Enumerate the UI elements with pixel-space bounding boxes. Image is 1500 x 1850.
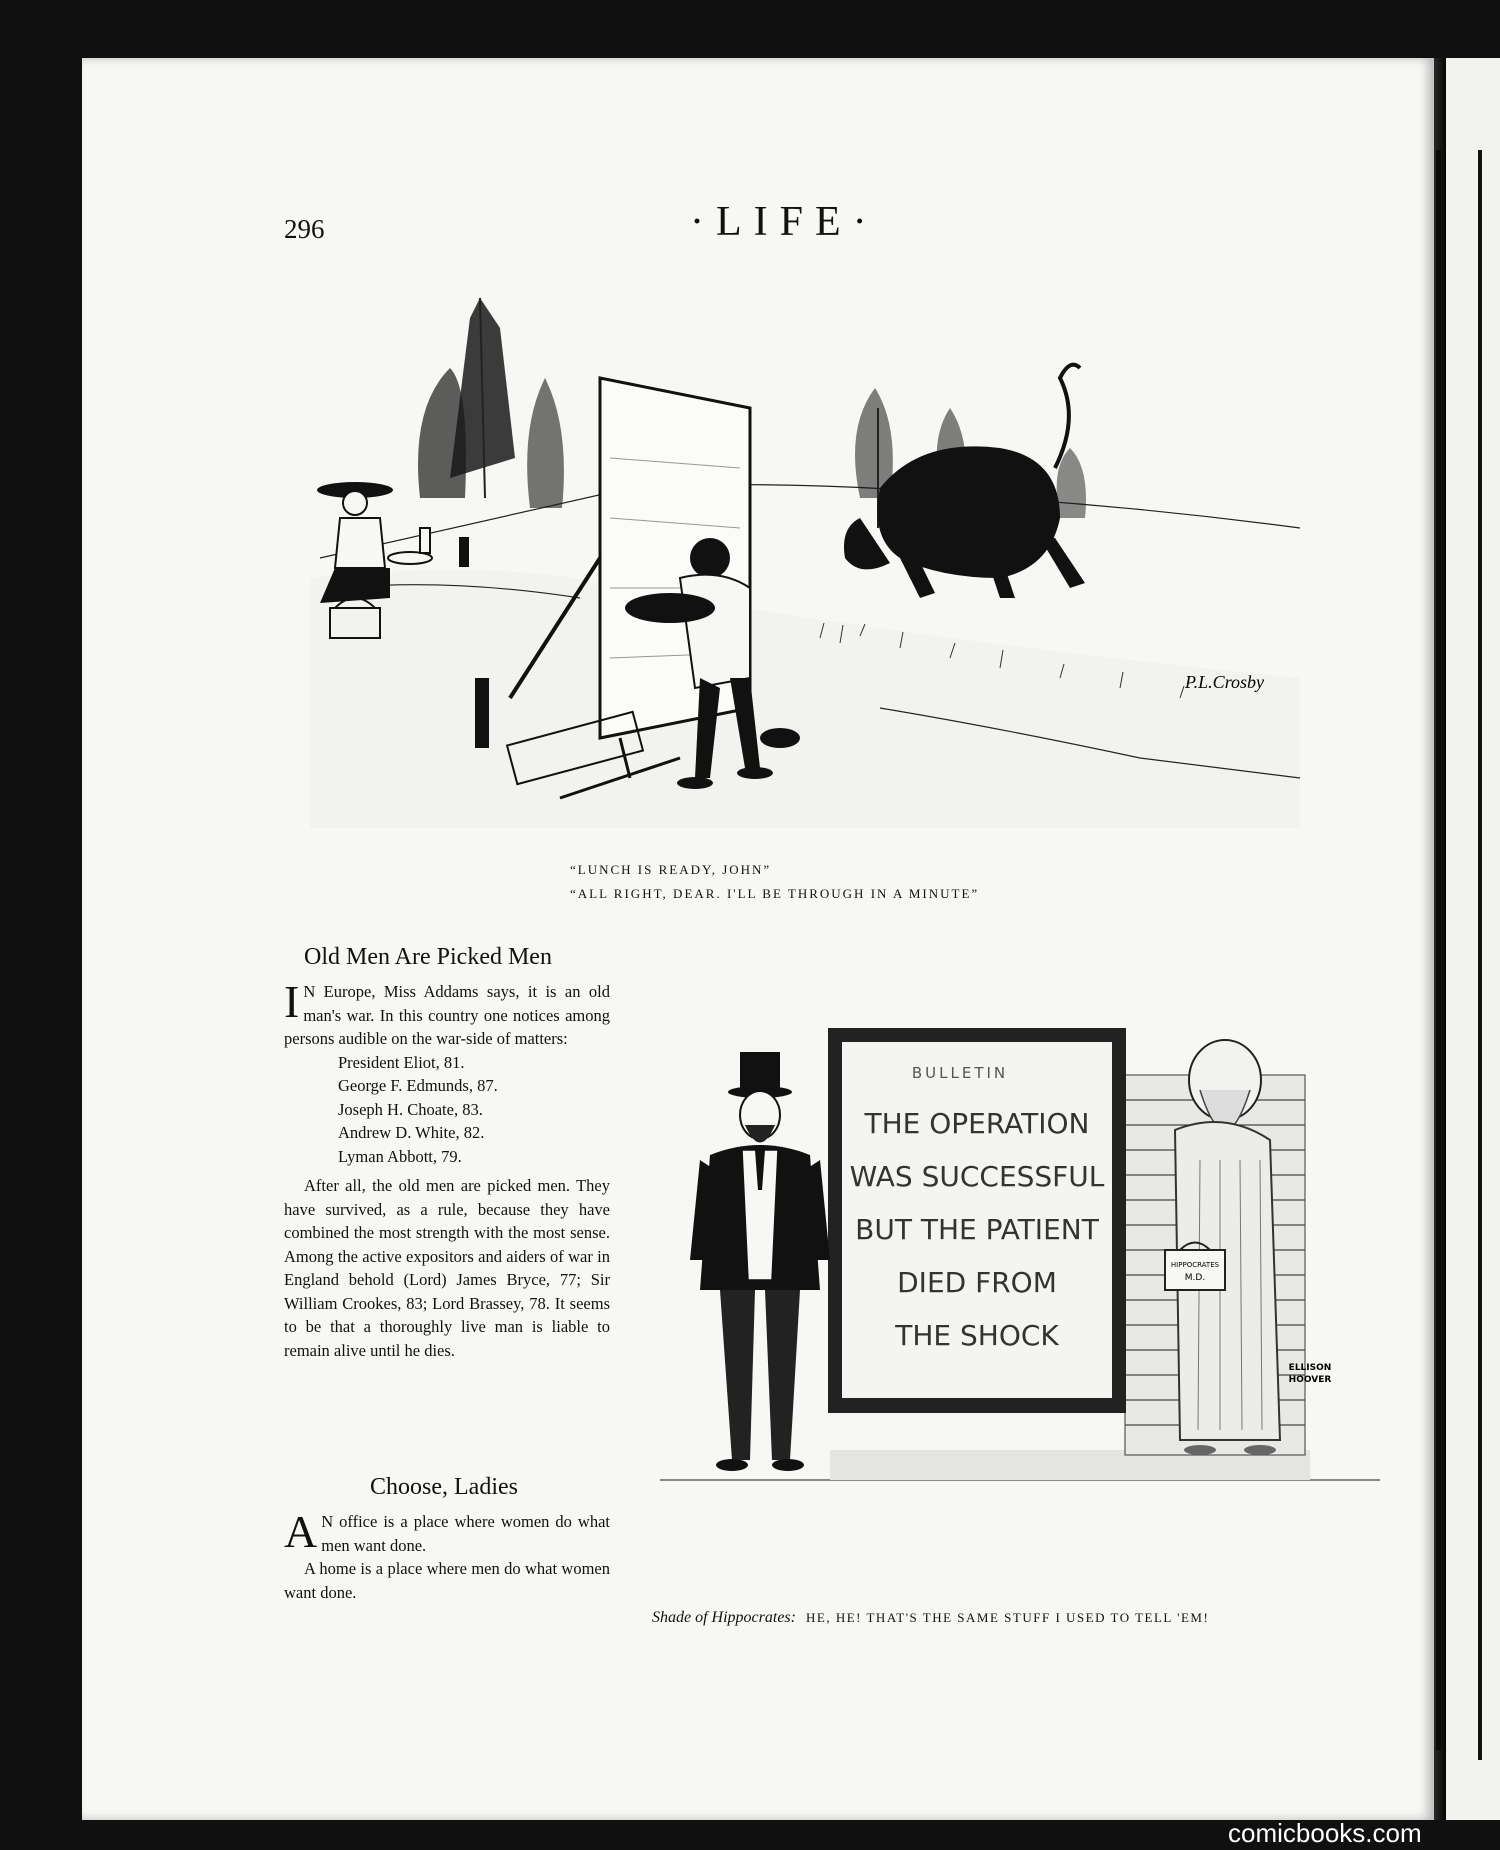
article1-intro-paragraph [284, 976, 610, 1051]
adjacent-page-edge [1446, 58, 1500, 1820]
bulletin-header: BULLETIN [911, 1064, 1009, 1082]
bottom-signature-line2: HOOVER [1288, 1375, 1332, 1385]
watermark-text: comicbooks.com [1228, 1818, 1422, 1848]
list-item: Lyman Abbott, 79. [338, 1146, 462, 1166]
article2-headline: Choose, Ladies [370, 1474, 518, 1500]
article1-intro-text: N Europe, Miss Addams says, it is an old man's war. In this country one notices among persons audible on the war-side of matters: [284, 982, 610, 1048]
masthead-title: ·LIFE· [690, 199, 879, 245]
bulletin-line: BUT THE PATIENT [855, 1213, 1099, 1246]
top-caption-line2: “ALL RIGHT, DEAR. I'LL BE THROUGH IN A MINUTE” [570, 886, 980, 901]
bag-label-line2: M.D. [1184, 1273, 1206, 1283]
article2-paragraph1 [284, 1506, 610, 1557]
hippocrates-cartoon [660, 1020, 1380, 1520]
article2-paragraph2: A home is a place where men do what women want done. [284, 1559, 610, 1602]
article1-body [284, 976, 610, 1362]
article1-name-list [284, 1051, 610, 1169]
bulletin-line: WAS SUCCESSFUL [849, 1160, 1105, 1193]
top-caption-line1: “LUNCH IS READY, JOHN” [570, 862, 772, 877]
article1-dropcap: I [284, 976, 300, 1027]
list-item: George F. Edmunds, 87. [338, 1076, 498, 1095]
article2-body [284, 1506, 610, 1604]
list-item: Andrew D. White, 82. [338, 1123, 485, 1142]
bottom-signature-line1: ELLISON [1288, 1363, 1332, 1373]
gentleman-figure [690, 1052, 830, 1471]
bulletin-line: THE SHOCK [895, 1319, 1059, 1352]
painter-bull-cartoon [300, 258, 1330, 828]
article1-headline: Old Men Are Picked Men [304, 944, 552, 970]
bulletin-line: DIED FROM [897, 1266, 1057, 1299]
bottom-caption-speech: HE, HE! THAT'S THE SAME STUFF I USED TO TELL 'EM! [805, 1610, 1210, 1625]
bulletin-line: THE OPERATION [864, 1107, 1090, 1140]
top-cartoon-signature: P.L.Crosby [1185, 672, 1265, 692]
page-number: 296 [284, 214, 325, 244]
article2-dropcap: A [284, 1506, 318, 1557]
article2-paragraph1-text: N office is a place where women do what men want done. [321, 1512, 610, 1555]
list-item: President Eliot, 81. [338, 1052, 465, 1072]
bag-label-line1: HIPPOCRATES [1170, 1261, 1220, 1269]
gutter-line [1436, 150, 1441, 1750]
list-item: Joseph H. Choate, 83. [338, 1099, 483, 1119]
bottom-caption-speaker: Shade of Hippocrates: [652, 1609, 796, 1626]
adjacent-page-rule [1478, 150, 1482, 1760]
article1-paragraph2: After all, the old men are picked men. They have survived, as a rule, because they have combined the most strength with the most sense. Among the active expositors and aiders of war in England behold (Lord) James Bryce, 77; Sir William Crookes, 83; Lord Brassey, 78. It seems to be that a thoroughly live man is liable to remain alive until he dies. [284, 1176, 610, 1360]
bottom-caption [652, 1609, 1209, 1627]
